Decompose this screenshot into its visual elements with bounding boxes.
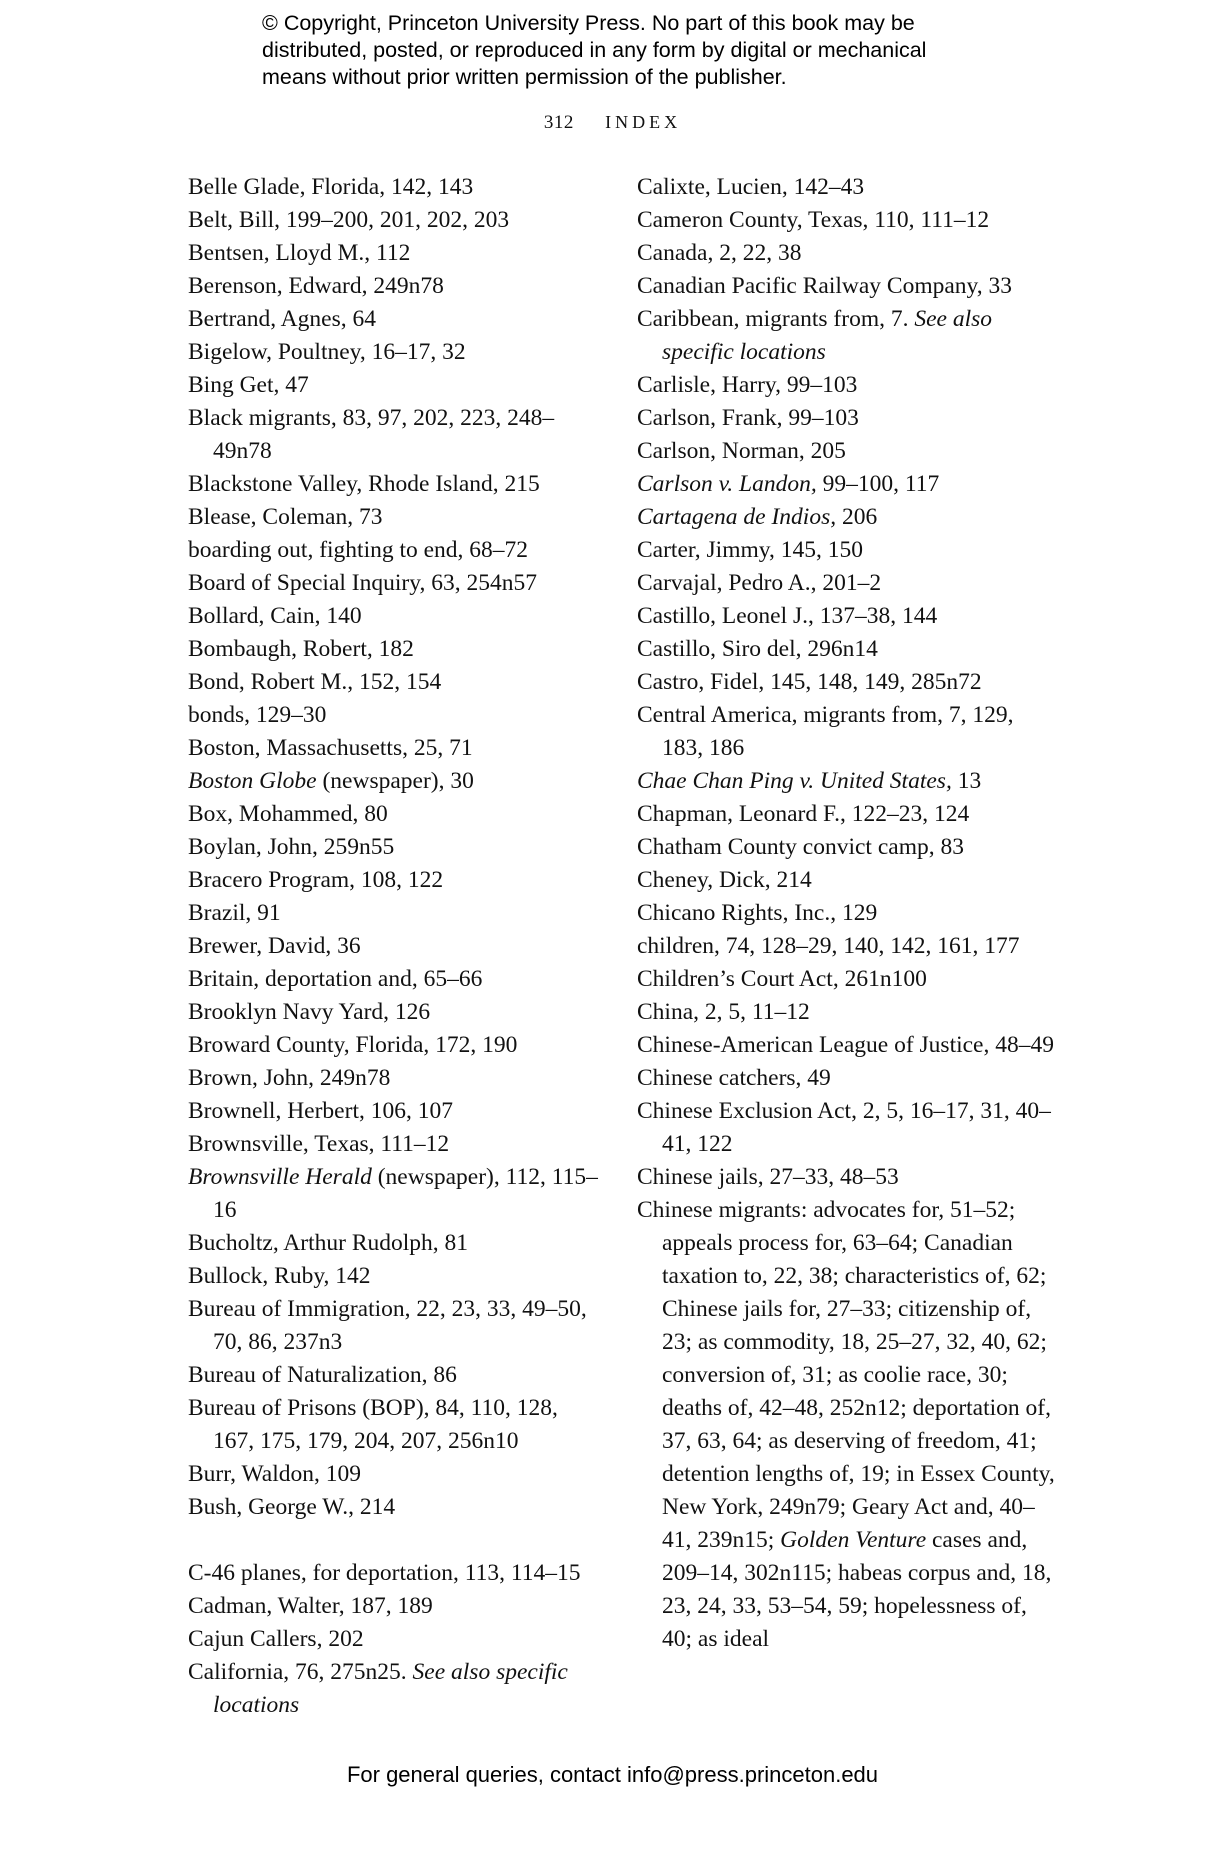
contact-footer: For general queries, contact info@press.princeton.edu: [346, 1762, 879, 1787]
index-entry: Cheney, Dick, 214: [637, 867, 812, 893]
index-entry: Carlisle, Harry, 99–103: [637, 372, 858, 398]
index-entry: China, 2, 5, 11–12: [637, 999, 810, 1025]
index-entry: Black migrants, 83, 97, 202, 223, 248–49n78: [188, 405, 555, 464]
index-entry: Carlson v. Landon, 99–100, 117: [637, 471, 940, 497]
index-entry: Board of Special Inquiry, 63, 254n57: [188, 570, 537, 596]
index-entry: Boston Globe (newspaper), 30: [188, 768, 474, 794]
index-entry: Bing Get, 47: [188, 372, 309, 398]
index-entry: Cameron County, Texas, 110, 111–12: [637, 207, 990, 233]
index-entry: Bureau of Immigration, 22, 23, 33, 49–50, 70, 86, 237n3: [188, 1296, 587, 1355]
index-entry: Calixte, Lucien, 142–43: [637, 174, 865, 200]
index-entry: boarding out, fighting to end, 68–72: [188, 537, 529, 563]
index-entry: Carlson, Norman, 205: [637, 438, 846, 464]
index-entry: Caribbean, migrants from, 7. See also specific locations: [637, 306, 993, 365]
index-entry: Bentsen, Lloyd M., 112: [188, 240, 411, 266]
index-entry: Chae Chan Ping v. United States, 13: [637, 768, 982, 794]
index-entry: Chinese jails, 27–33, 48–53: [637, 1164, 899, 1190]
index-column-left: [188, 171, 598, 1722]
section-title: INDEX: [605, 112, 682, 132]
index-entry: Carter, Jimmy, 145, 150: [637, 537, 863, 563]
index-entry: Bigelow, Poultney, 16–17, 32: [188, 339, 466, 365]
running-head: [0, 112, 1225, 134]
copyright-line: distributed, posted, or reproduced in any form by digital or mechanical: [262, 38, 927, 62]
page-number: 312: [543, 112, 574, 133]
index-entry: Chicano Rights, Inc., 129: [637, 900, 878, 926]
index-entry: Bullock, Ruby, 142: [188, 1263, 371, 1289]
index-entry: bonds, 129–30: [188, 702, 327, 728]
index-entry: Children’s Court Act, 261n100: [637, 966, 927, 992]
index-entry: Carlson, Frank, 99–103: [637, 405, 859, 431]
index-entry: C-46 planes, for deportation, 113, 114–15: [188, 1560, 581, 1586]
index-column-right: [637, 171, 1057, 1656]
index-entry: Chinese migrants: advocates for, 51–52; appeals process for, 63–64; Canadian taxation to, 22, 38; characteristics of, 62; Chinese jails for, 27–33; citizenship of, 23; as commodity, 18, 25–27, 32, 40, 62; conversion of, 31; as coolie race, 30; deaths of, 42–48, 252n12; deportation of, 37, 63, 64; as deserving of freedom, 41; detention lengths of, 19; in Essex County, New York, 249n79; Geary Act and, 40–41, 239n15; Golden Venture cases and, 209–14, 302n115; habeas corpus and, 18, 23, 24, 33, 53–54, 59; hopelessness of, 40; as ideal: [637, 1197, 1055, 1652]
index-entry: Bureau of Naturalization, 86: [188, 1362, 457, 1388]
index-entry: Britain, deportation and, 65–66: [188, 966, 483, 992]
index-entry: Brazil, 91: [188, 900, 281, 926]
copyright-line: © Copyright, Princeton University Press. No part of this book may be: [262, 11, 915, 35]
index-entry: Belle Glade, Florida, 142, 143: [188, 174, 474, 200]
index-entry: Bertrand, Agnes, 64: [188, 306, 376, 332]
index-entry: Chinese-American League of Justice, 48–49: [637, 1032, 1054, 1058]
index-entry: Brownsville Herald (newspaper), 112, 115–16: [188, 1164, 598, 1223]
index-entry: Belt, Bill, 199–200, 201, 202, 203: [188, 207, 510, 233]
index-entry: Bush, George W., 214: [188, 1494, 396, 1520]
index-entry: Canada, 2, 22, 38: [637, 240, 802, 266]
index-entry: Castro, Fidel, 145, 148, 149, 285n72: [637, 669, 982, 695]
index-entry: Central America, migrants from, 7, 129, 183, 186: [637, 702, 1014, 761]
index-entry: Brewer, David, 36: [188, 933, 361, 959]
index-entry: Chinese catchers, 49: [637, 1065, 831, 1091]
index-entry: Cartagena de Indios, 206: [637, 504, 878, 530]
copyright-notice: [262, 10, 1022, 91]
index-entry: Box, Mohammed, 80: [188, 801, 388, 827]
index-entry: Brownsville, Texas, 111–12: [188, 1131, 450, 1157]
index-entry: Chinese Exclusion Act, 2, 5, 16–17, 31, 40–41, 122: [637, 1098, 1051, 1157]
index-entry: Bucholtz, Arthur Rudolph, 81: [188, 1230, 469, 1256]
index-entry: Carvajal, Pedro A., 201–2: [637, 570, 882, 596]
index-entry: Blease, Coleman, 73: [188, 504, 383, 530]
index-entry: Brownell, Herbert, 106, 107: [188, 1098, 453, 1124]
index-entry: Bollard, Cain, 140: [188, 603, 362, 629]
index-entry: Boylan, John, 259n55: [188, 834, 395, 860]
index-entry: Broward County, Florida, 172, 190: [188, 1032, 518, 1058]
index-entry: Bracero Program, 108, 122: [188, 867, 444, 893]
index-entry: Berenson, Edward, 249n78: [188, 273, 444, 299]
index-entry: Canadian Pacific Railway Company, 33: [637, 273, 1013, 299]
index-entry: Chatham County convict camp, 83: [637, 834, 964, 860]
index-entry: Brooklyn Navy Yard, 126: [188, 999, 431, 1025]
index-entry: Bombaugh, Robert, 182: [188, 636, 414, 662]
index-entry: Boston, Massachusetts, 25, 71: [188, 735, 473, 761]
index-entry: Blackstone Valley, Rhode Island, 215: [188, 471, 540, 497]
index-entry: Brown, John, 249n78: [188, 1065, 391, 1091]
copyright-line: means without prior written permission of the publisher.: [262, 65, 787, 89]
index-entry: Chapman, Leonard F., 122–23, 124: [637, 801, 970, 827]
index-entry: Castillo, Leonel J., 137–38, 144: [637, 603, 938, 629]
index-entry: California, 76, 275n25. See also specific locations: [188, 1659, 568, 1718]
index-entry: Bond, Robert M., 152, 154: [188, 669, 442, 695]
index-entry: children, 74, 128–29, 140, 142, 161, 177: [637, 933, 1020, 959]
index-entry: Cadman, Walter, 187, 189: [188, 1593, 433, 1619]
index-entry: Bureau of Prisons (BOP), 84, 110, 128, 167, 175, 179, 204, 207, 256n10: [188, 1395, 558, 1454]
index-entry: Cajun Callers, 202: [188, 1626, 364, 1652]
index-entry: Burr, Waldon, 109: [188, 1461, 361, 1487]
index-entry: Castillo, Siro del, 296n14: [637, 636, 878, 662]
